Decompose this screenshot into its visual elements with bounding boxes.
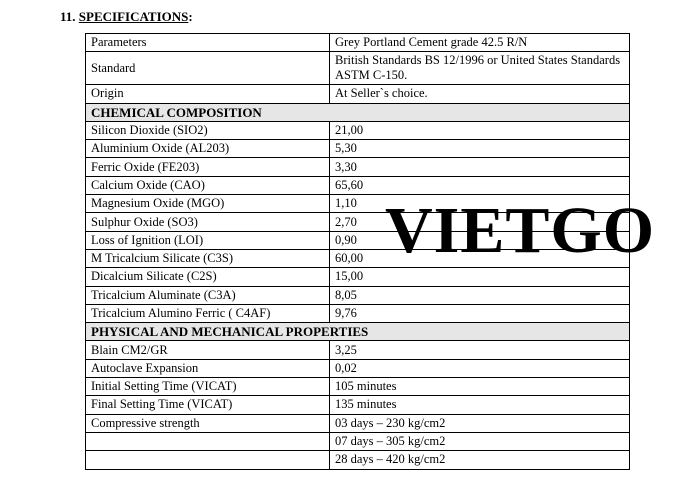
param-value: 15,00: [330, 268, 630, 286]
param-label: Magnesium Oxide (MGO): [86, 195, 330, 213]
table-row: [86, 359, 630, 377]
table-row: [86, 341, 630, 359]
table-row: [86, 432, 630, 450]
table-row: [86, 451, 630, 469]
param-value: Grey Portland Cement grade 42.5 R/N: [330, 34, 630, 52]
table-row: [86, 414, 630, 432]
table-row: [86, 34, 630, 52]
table-row: [86, 304, 630, 322]
param-label: Silicon Dioxide (SIO2): [86, 121, 330, 139]
param-value: British Standards BS 12/1996 or United States Standards ASTM C-150.: [330, 52, 630, 85]
section-heading: [60, 9, 193, 25]
param-label: Tricalcium Alumino Ferric ( C4AF): [86, 304, 330, 322]
param-label: Sulphur Oxide (SO3): [86, 213, 330, 231]
param-value: 3,30: [330, 158, 630, 176]
param-value: 0,02: [330, 359, 630, 377]
param-label: Tricalcium Aluminate (C3A): [86, 286, 330, 304]
param-label: [86, 432, 330, 450]
param-label: Origin: [86, 85, 330, 103]
param-value: 07 days – 305 kg/cm2: [330, 432, 630, 450]
param-label: Parameters: [86, 34, 330, 52]
table-row: [86, 85, 630, 103]
param-value: 3,25: [330, 341, 630, 359]
section-number: 11.: [60, 9, 76, 24]
table-row: [86, 121, 630, 139]
param-value: 9,76: [330, 304, 630, 322]
param-value: 28 days – 420 kg/cm2: [330, 451, 630, 469]
table-row: [86, 176, 630, 194]
section-title: SPECIFICATIONS: [78, 9, 189, 24]
param-label: [86, 451, 330, 469]
table-row: [86, 286, 630, 304]
section-header: CHEMICAL COMPOSITION: [86, 103, 630, 121]
param-label: Aluminium Oxide (AL203): [86, 140, 330, 158]
table-row: [86, 378, 630, 396]
table-row: [86, 52, 630, 85]
param-label: Blain CM2/GR: [86, 341, 330, 359]
table-row: [86, 396, 630, 414]
param-value: 135 minutes: [330, 396, 630, 414]
param-label: Compressive strength: [86, 414, 330, 432]
section-suffix: :: [188, 9, 193, 24]
param-label: Calcium Oxide (CAO): [86, 176, 330, 194]
param-value: 2,70: [330, 213, 630, 231]
table-row: [86, 158, 630, 176]
param-label: Initial Setting Time (VICAT): [86, 378, 330, 396]
param-label: Ferric Oxide (FE203): [86, 158, 330, 176]
table-row: [86, 140, 630, 158]
param-label: Standard: [86, 52, 330, 85]
param-label: Final Setting Time (VICAT): [86, 396, 330, 414]
section-row-physical: [86, 323, 630, 341]
param-label: M Tricalcium Silicate (C3S): [86, 249, 330, 267]
section-header: PHYSICAL AND MECHANICAL PROPERTIES: [86, 323, 630, 341]
param-value: 105 minutes: [330, 378, 630, 396]
param-value: 03 days – 230 kg/cm2: [330, 414, 630, 432]
vietgo-watermark: VIETGO: [385, 194, 656, 267]
section-row-chemical: [86, 103, 630, 121]
param-label: Dicalcium Silicate (C2S): [86, 268, 330, 286]
param-value: 21,00: [330, 121, 630, 139]
param-value: 8,05: [330, 286, 630, 304]
param-value: 65,60: [330, 176, 630, 194]
param-value: 5,30: [330, 140, 630, 158]
param-value: At Seller`s choice.: [330, 85, 630, 103]
param-value: 1,10: [330, 195, 630, 213]
param-label: Loss of Ignition (LOI): [86, 231, 330, 249]
param-value: 0,90: [330, 231, 630, 249]
param-value: 60,00: [330, 249, 630, 267]
param-label: Autoclave Expansion: [86, 359, 330, 377]
table-row: [86, 268, 630, 286]
